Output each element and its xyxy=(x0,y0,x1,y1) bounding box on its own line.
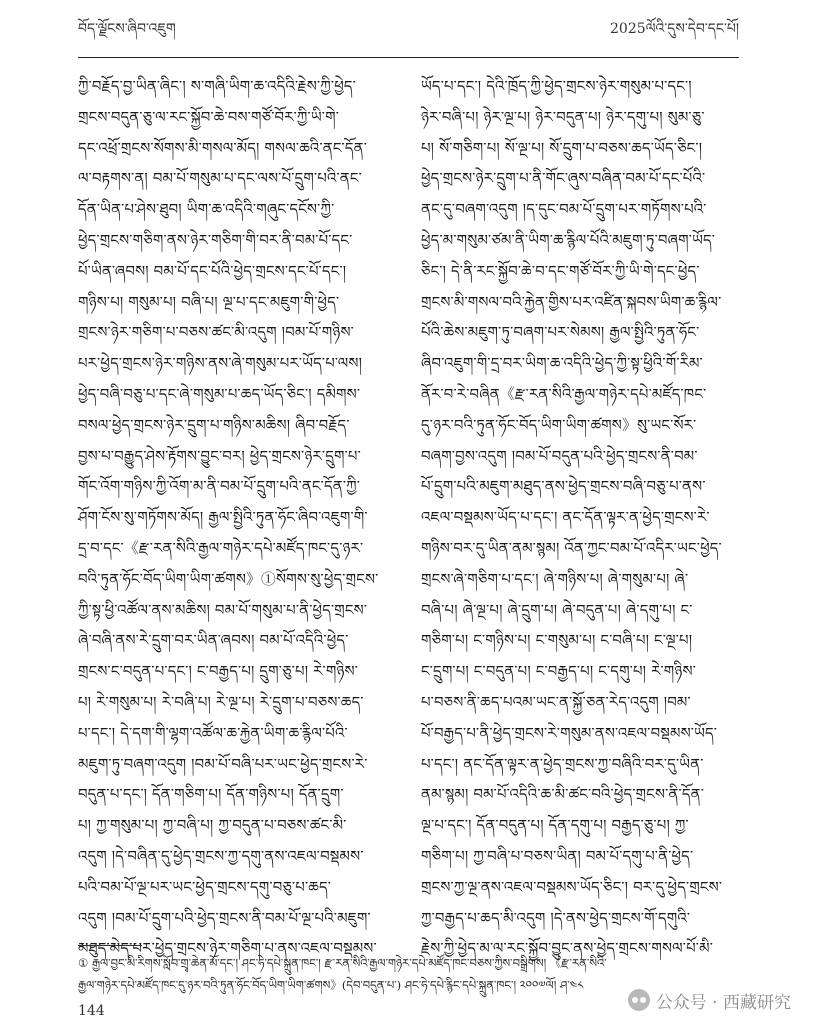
text-line: པོ་བརྒྱད་པ་ནི་ཕྱེད་གྲངས་རེ་གསུམ་ནས་འཇལ་བསྡམས་ཡོད་ xyxy=(421,724,718,742)
text-line: ཕྱེད་གྲངས་གཅིག་ནས་ཉེར་གཅིག་གི་བར་ནི་བམ་པོ་དང་ xyxy=(78,231,353,249)
text-line: པོའི་ཆེས་མཇུག་ཏུ་བཞག་པར་སེམས། རྒྱལ་སྤྱིའི་ཏུན་ཧོང་ xyxy=(421,324,700,342)
text-line: བདུན་པ་དང་། དོན་གཅིག་པ། དོན་གཉིས་པ། དོན་དྲུག་ xyxy=(78,786,344,804)
text-line: ནམ་སྙམ། བམ་པོ་འདིའི་ཆ་མི་ཚང་བའི་ཕྱེད་གྲངས་ནི་དོན་ xyxy=(421,786,704,804)
text-line: གྲངས་ཀྱ་ལྔ་ནས་འཇལ་བསྡམས་ཡོད་ཅིང་། བར་དུ་ཕྱེད་གྲངས་ xyxy=(421,878,723,896)
text-line: ཕྱེད་བཞི་བཅུ་པ་དང་ཞེ་གསུམ་པ་ཆད་ཡོད་ཅིང་། དམིགས་ xyxy=(78,385,361,403)
text-line: པ་དང་། ནང་དོན་ལྟར་ན་ཕྱེད་གྲངས་ཀྱ་བཞིའི་བར་དུ་ཡིན་ xyxy=(421,755,704,773)
footnote-rule xyxy=(78,945,142,946)
text-line: གྲངས་མི་གསལ་བའི་རྐྱེན་གྱིས་པར་འཛིན་སྐབས་ཡིག་ཆ་རྙིལ་ xyxy=(421,293,722,311)
text-line: དུ་ཉར་བའི་ཏུན་ཧོང་བོད་ཡིག་ཡིག་ཚགས》སུ་ཡང་སོར་ xyxy=(421,416,697,434)
text-line: ཕྱེད་གྲངས་ཉེར་དྲུག་པ་ནི་གོང་ཞུས་བཞིན་བམ་པོ་དང་པོའི་ xyxy=(421,170,706,188)
text-line: གྲངས་བདུན་ཅུ་ལ་རང་སྐྱོབ་ཆེ་བས་གཙོ་བོར་ཀྱི་ཡི་གེ་ xyxy=(78,108,340,126)
text-line: མཐུད་མེད་པར་ཕྱེད་གྲངས་ཉེར་གཅིག་པ་ནས་འཇལ་བསྡམས་ xyxy=(78,940,377,958)
text-line: པ་དང་། དེ་དག་གི་ལྷག་འཚོལ་ཆ་རྐྱེན་ཡིག་ཆ་རྙིལ་པོའི་ xyxy=(78,724,348,742)
text-line: པ། སོ་གཅིག་པ། སོ་ལྔ་པ། སོ་དྲུག་པ་བཅས་ཆད་ཡོད་ཅིང་། xyxy=(421,139,703,157)
right-column xyxy=(421,72,739,958)
text-line: ཀྱ་བརྒྱད་པ་ཆད་མི་འདུག །དེ་ནས་ཕྱེད་གྲངས་གོ་དགུའི་ xyxy=(421,909,691,927)
text-line: ཅིང་། དེ་ནི་རང་སྐྱོབ་ཆེ་བ་དང་གཙོ་བོར་ཀྱི་ཡི་གེ་དང་ཕྱེད་ xyxy=(421,262,700,280)
text-line: འདུག །བམ་པོ་དྲུག་པའི་ཕྱེད་གྲངས་ནི་བམ་པོ་ལྔ་པའི་མཇུག་ xyxy=(78,909,371,927)
text-line: དོན་ཡིན་པ་ཤེས་ཐུབ། ཡིག་ཆ་འདིའི་གཞུང་དངོས་ཀྱི་ xyxy=(78,201,335,219)
text-line: ཤོག་ངོས་སུ་གཏོགས་མོད། རྒྱལ་སྤྱིའི་ཏུན་ཧོང་ཞིབ་འཇུག་གི་ xyxy=(78,509,368,527)
text-line: པ་བཅས་ནི་ཆད་པའམ་ཡང་ན་སྐྱོ་ཅན་རེད་འདུག །བམ་ xyxy=(421,693,691,711)
running-header xyxy=(78,21,739,52)
text-line: ནང་དུ་བཞག་འདུག །ད་དུང་བམ་པོ་དྲུག་པར་གཏོགས་པའི་ xyxy=(421,201,707,219)
text-line: ལ་བརྟགས་ན། བམ་པོ་གསུམ་པ་དང་ལས་པོ་དྲུག་པའི་ནང་ xyxy=(78,170,362,188)
text-line: ཞིབ་འཇུག་གི་དྲ་བར་ཡིག་ཆ་འདིའི་ཕྱེད་ཀྱི་སྟ་ཕྱིའི་གོ་རིམ་ xyxy=(421,355,703,373)
text-line: བའི་ཏུན་ཧོང་བོད་ཡིག་ཡིག་ཚགས》①སོགས་སུ་ཕྱེད་གྲངས་ xyxy=(78,570,379,588)
text-line: གྲངས་ཉེར་གཅིག་པ་བཅས་ཚང་མི་འདུག །བམ་པོ་གཉིས་ xyxy=(78,324,354,342)
text-line: ང་དྲུག་པ། ང་བདུན་པ། ང་བརྒྱད་པ། ང་དགུ་པ། རེ་གཉིས་ xyxy=(421,663,697,681)
text-line: ཡོད་པ་དང་། དེའི་ཁྲོད་ཀྱི་ཕྱེད་གྲངས་ཉེར་གསུམ་པ་དང་། xyxy=(421,78,692,95)
text-line: གྲངས་ཞེ་གཅིག་པ་དང་། ཞེ་གཉིས་པ། ཞེ་གསུམ་པ། ཞེ་ xyxy=(421,570,689,588)
text-line: པའི་བམ་པོ་ལྔ་པར་ཡང་ཕྱེད་གྲངས་དགུ་བཅུ་པ་ཆད་ xyxy=(78,878,332,896)
text-line: ཉེར་བཞི་པ། ཉེར་ལྔ་པ། ཉེར་བདུན་པ། ཉེར་དགུ་པ། སུམ་ཅུ་ xyxy=(421,108,705,126)
journal-title: བོད་ལྗོངས་ཞིབ་འཇུག xyxy=(78,21,176,37)
text-line: པ། ཀྱ་གསུམ་པ། ཀྱ་བཞི་པ། ཀྱ་བདུན་པ་བཅས་ཚང་མི་ xyxy=(78,817,347,835)
left-column xyxy=(78,72,396,958)
text-line: བཞི་པ། ཞེ་ལྔ་པ། ཞེ་དྲུག་པ། ཞེ་བདུན་པ། ཞེ་དགུ་པ། ང་ xyxy=(421,601,693,619)
watermark-text: 公众号 · 西藏研究 xyxy=(655,992,791,1013)
wechat-icon xyxy=(628,989,650,1011)
text-line: འཇལ་བསྡམས་ཡོད་པ་དང་། ནང་དོན་ལྟར་ན་ཕྱེད་གྲངས་རེ་ xyxy=(421,509,710,527)
text-line: ནོར་བ་རེ་བཞིན《རྫ་རན་སིའི་རྒྱལ་གཉེར་དཔེ་མཛོད་ཁང་ xyxy=(421,385,707,403)
text-line: པར་ཕྱེད་གྲངས་ཉེར་གཉིས་ནས་ཞེ་གསུམ་པར་ཡོད་པ་ལས། xyxy=(78,355,363,373)
text-line: གཉིས་པ། གསུམ་པ། བཞི་པ། ལྔ་པ་དང་མཇུག་གི་ཕྱེད་ xyxy=(78,293,340,311)
text-line: གཅིག་པ། ང་གཉིས་པ། ང་གསུམ་པ། ང་བཞི་པ། ང་ལྔ་པ། xyxy=(421,632,693,650)
text-line: ཀྱི་བརྗོད་བྱ་ཡིན་ཞིང་། ས་གཞི་ཡིག་ཆ་འདིའི་རྗེས་ཀྱི་ཕྱེད་ xyxy=(78,78,356,95)
watermark xyxy=(628,987,791,1013)
text-line: གྲངས་ང་བདུན་པ་དང་། ང་བརྒྱད་པ། དྲུག་ཅུ་པ། རེ་གཉིས་ xyxy=(78,663,359,681)
text-line: ཞེ་བཞི་ནས་རེ་དྲུག་བར་ཡིན་ཞབས། བམ་པོ་འདིའི་ཕྱེད་ xyxy=(78,632,349,650)
text-line: གཅིག་པ། ཀྱ་བཞི་པ་བཅས་ཡིན། བམ་པོ་དགུ་པ་ནི་ཕྱེད་ xyxy=(421,847,694,865)
text-line: འདུག །དེ་བཞིན་དུ་ཕྱེད་གྲངས་ཀྱ་དགུ་ནས་འཇལ་བསྡམས་ xyxy=(78,847,364,865)
text-line: པོ་ཡིན་ཞབས། བམ་པོ་དང་པོའི་ཕྱེད་གྲངས་དང་པོ་དང་། xyxy=(78,262,347,280)
footnote-line: ① རྒྱལ་བྱང་མི་རིགས་སློབ་གྲྭ་ཆེན་མོ་དང་། ཤང་ཧེ་དཔེ་སྐྲུན་ཁང་། རྫ་རན་སིའི་རྒྱལ་གཉེར་དཔེ་མཛོད་ཁང་བཅས་ཀྱིས་བསྒྲིགས། 《རྫ་རན་སིའི་ xyxy=(78,956,607,970)
text-line: པ། རེ་གསུམ་པ། རེ་བཞི་པ། རེ་ལྔ་པ། རེ་དྲུག་པ་བཅས་ཆད་ xyxy=(78,693,364,711)
header-rule xyxy=(78,57,739,58)
text-line: ཀྱི་སྟ་ཕྱི་འཚོལ་ནས་མཆིས། བམ་པོ་གསུམ་པ་ནི་ཕྱེད་གྲངས་ xyxy=(78,601,368,619)
text-line: པོ་དྲུག་པའི་མཇུག་མཐུད་ནས་ཕྱེད་གྲངས་བཞི་བཅུ་པ་ནས་ xyxy=(421,478,706,496)
text-line: བསལ་ཕྱེད་གྲངས་ཉེར་དྲུག་པ་གཉིས་མཆིས། ཞིབ་བརྗོད་ xyxy=(78,416,350,434)
page-number: 144 xyxy=(78,1003,105,1019)
text-line: ཕྱེད་མ་གསུམ་ཙམ་ནི་ཡིག་ཆ་རྙིལ་པོའི་མཇུག་ཏུ་བཞག་ཡོད་ xyxy=(421,231,716,249)
body-columns xyxy=(78,72,739,958)
text-line: རྗེས་ཀྱི་ཕྱེད་མ་ལ་རང་སྐྱོབ་བྱུང་ནས་ཕྱེད་གྲངས་གསལ་པོ་མི་ xyxy=(421,940,714,958)
footnote-line: རྒྱལ་གཉེར་དཔེ་མཛོད་ཁང་དུ་ཉར་བའི་ཏུན་ཧོང་བོད་ཡིག་ཡིག་ཚགས》(དེབ་བདུན་པ་) ཤང་ཧེ་དཔེ་རྙིང་དཔེ་སྐྲུན་ཁང་། ༢༠༠༧ལོ། ཤ་༤༨ xyxy=(78,978,584,992)
text-line: བྱས་པ་བརྒྱུད་ཤེས་རྟོགས་བྱུང་བར། ཕྱེད་གྲངས་ཉེར་དྲུག་པ་ xyxy=(78,447,361,465)
text-line: གོང་འོག་གཉིས་ཀྱི་འོག་མ་ནི་བམ་པོ་དྲུག་པའི་ནང་དོན་ཀྱི་ xyxy=(78,478,361,496)
text-line: ལྔ་པ་དང་། དོན་བདུན་པ། དོན་དགུ་པ། བརྒྱད་ཅུ་པ། ཀྱ་ xyxy=(421,817,689,835)
text-line: དང་འཕྲོ་གྲངས་སོགས་མི་གསལ་མོད། གསལ་ཆའི་ནང་དོན་ xyxy=(78,139,368,157)
text-line: གཉིས་བར་དུ་ཡིན་ནམ་སྙམ། འོན་ཀྱང་བམ་པོ་འདིར་ཡང་ཕྱེད་ xyxy=(421,539,722,557)
text-line: མཇུག་ཏུ་བཞག་འདུག །བམ་པོ་བཞི་པར་ཡང་ཕྱེད་གྲངས་རེ་ xyxy=(78,755,368,773)
text-line: བཞག་བྱས་འདུག །བམ་པོ་བདུན་པའི་ཕྱེད་གྲངས་ནི་བམ་ xyxy=(421,447,698,465)
issue-label: 2025ལོའི་དུས་དེབ་དང་པོ། xyxy=(610,21,739,37)
text-line: དྲ་བ་དང་《རྫ་རན་སིའི་རྒྱལ་གཉེར་དཔེ་མཛོད་ཁང་དུ་ཉར་ xyxy=(78,539,364,557)
